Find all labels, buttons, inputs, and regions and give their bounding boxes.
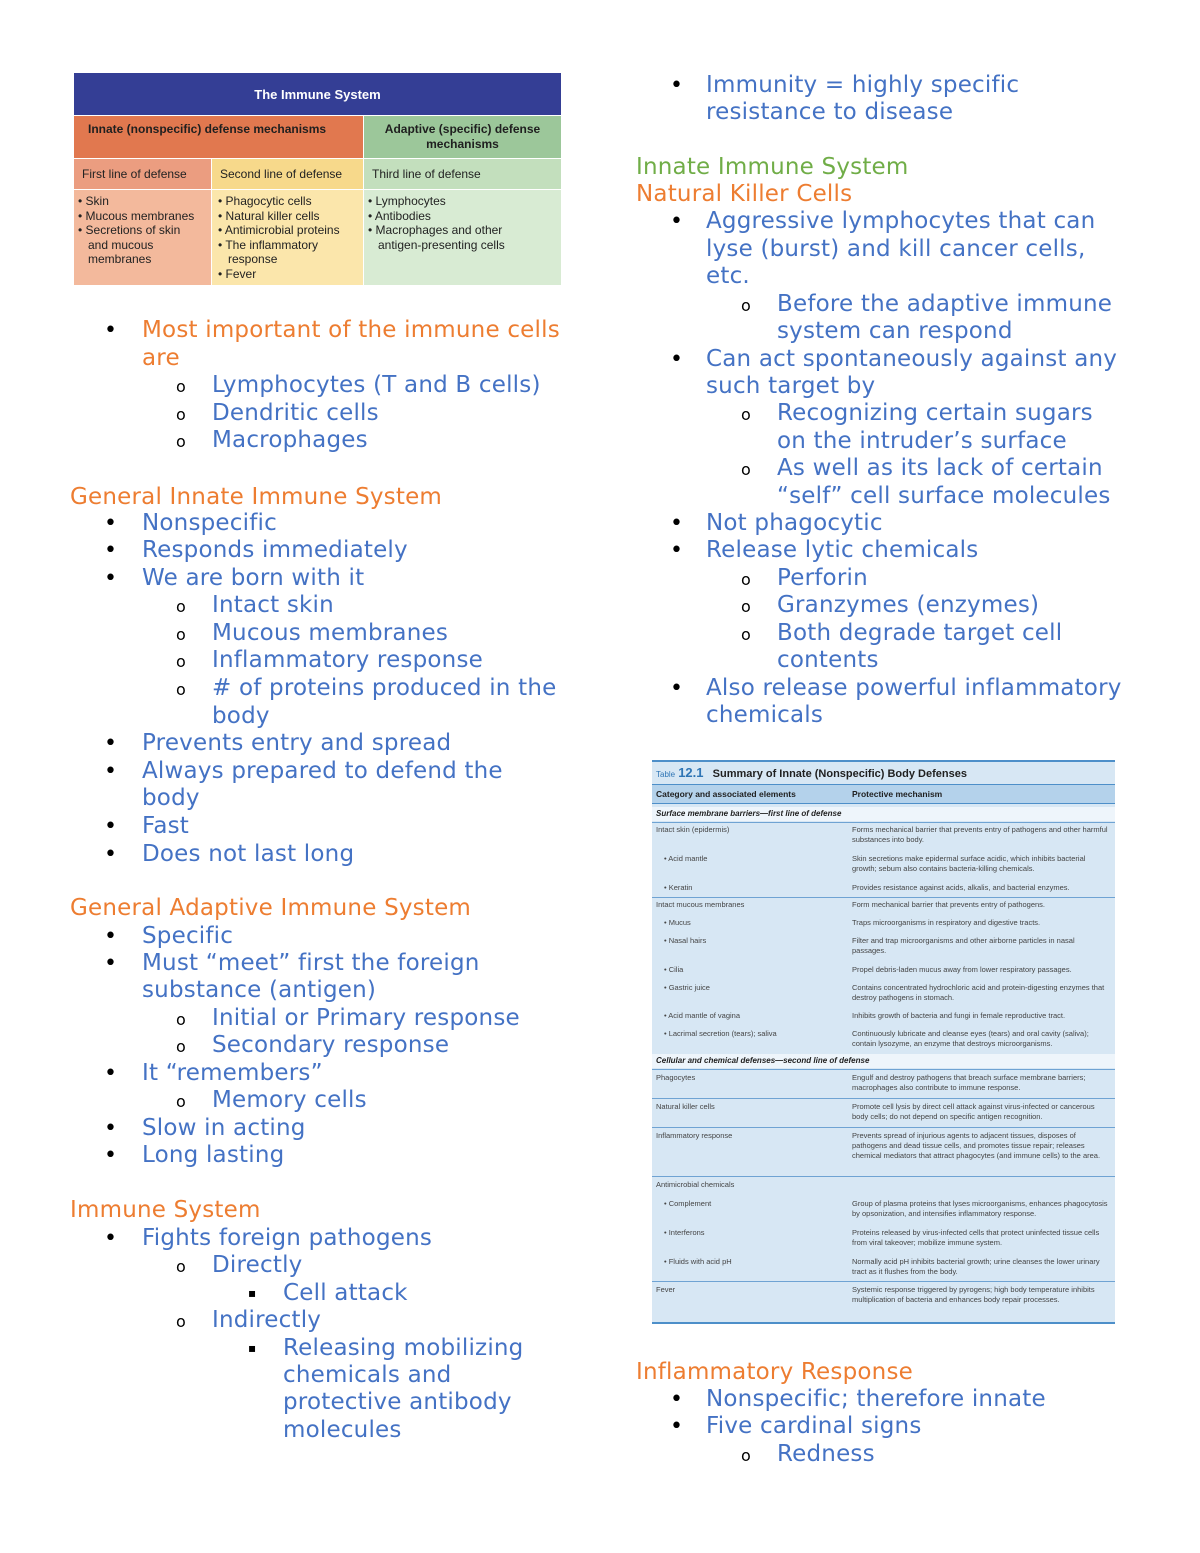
table-cell-category: • Acid mantle of vagina — [664, 1011, 741, 1020]
table-cell-category: Fever — [656, 1285, 676, 1294]
table-cell-mechanism: Filter and trap microorganisms and other airborne particles in nasal passages. — [852, 936, 1075, 955]
list-item: Secondary response — [212, 1032, 450, 1058]
bullet-marker — [104, 1060, 117, 1088]
bullet-marker — [176, 1253, 186, 1281]
bullet-marker — [248, 1335, 256, 1363]
innate-header: Innate (nonspecific) defense mechanisms — [74, 116, 363, 158]
table-cell-category: • Mucus — [664, 918, 691, 927]
table-cell-category: • Fluids with acid pH — [664, 1257, 732, 1266]
bullet-marker — [104, 537, 117, 565]
bullet-marker — [176, 1088, 186, 1116]
bullet-marker — [104, 1115, 117, 1143]
table-cell-mechanism: Normally acid pH inhibits bacterial growth; urine cleanses the lower urinary tract as it flushes from the body. — [852, 1257, 1100, 1276]
table-title — [656, 766, 967, 782]
list-item: Nonspecific; therefore innate — [706, 1386, 1046, 1412]
list-item: Granzymes (enzymes) — [777, 592, 1040, 618]
bullet-marker — [176, 1308, 186, 1336]
list-item: chemicals and — [283, 1362, 452, 1388]
bullet-marker — [670, 510, 683, 538]
table-cell-category: • Lacrimal secretion (tears); saliva — [664, 1029, 777, 1038]
table-number: 12.1 — [678, 765, 704, 780]
bullet-marker — [104, 950, 117, 978]
list-item: Immunity = highly specific — [706, 72, 1020, 98]
table-cell-category: Antimicrobial chemicals — [656, 1180, 735, 1189]
immune-system-table — [74, 73, 561, 285]
bullet-marker — [670, 346, 683, 374]
section-heading: General Innate Immune System — [70, 484, 443, 510]
list-item: Release lytic chemicals — [706, 537, 979, 563]
table-cell-category: Natural killer cells — [656, 1102, 715, 1111]
bullet-marker — [670, 208, 683, 236]
bullet-marker — [176, 1033, 186, 1061]
section-heading: Immune System — [70, 1197, 261, 1223]
list-item: As well as its lack of certain — [777, 455, 1103, 481]
bullet-marker — [104, 923, 117, 951]
second-line-item: • Phagocytic cells — [218, 194, 312, 208]
bullet-marker — [176, 648, 186, 676]
list-item: Fast — [142, 813, 190, 839]
second-line-item: • Antimicrobial proteins — [218, 223, 340, 237]
list-item: Lymphocytes (T and B cells) — [212, 372, 541, 398]
list-item: Mucous membranes — [212, 620, 449, 646]
bullet-marker — [670, 537, 683, 565]
table-cell-category: • Gastric juice — [664, 983, 710, 992]
table-cell-mechanism: Promote cell lysis by direct cell attack against virus-infected or cancerous body cells; do not depend on specific antigen recognition. — [852, 1102, 1095, 1121]
first-line-header: First line of defense — [74, 159, 211, 189]
list-item: Before the adaptive immune — [777, 291, 1113, 317]
list-item: body — [212, 703, 270, 729]
list-item: such target by — [706, 373, 876, 399]
list-item: on the intruder’s surface — [777, 428, 1067, 454]
list-item: Does not last long — [142, 841, 355, 867]
second-line-items — [212, 190, 363, 285]
list-item: Initial or Primary response — [212, 1005, 520, 1031]
table-header-row — [652, 784, 1115, 804]
list-item: Also release powerful inflammatory — [706, 675, 1122, 701]
list-item: Cell attack — [283, 1280, 408, 1306]
first-line-item: membranes — [78, 252, 152, 266]
list-item: are — [142, 345, 180, 371]
bullet-marker — [104, 730, 117, 758]
section-heading: Natural Killer Cells — [636, 181, 853, 207]
table-cell-category: Inflammatory response — [656, 1131, 733, 1140]
table-cell-mechanism: Engulf and destroy pathogens that breach surface membrane barriers; macrophages also contribute to immune response. — [852, 1073, 1086, 1092]
third-line-item: • Lymphocytes — [368, 194, 446, 208]
table-cell-mechanism: Contains concentrated hydrochloric acid and protein-digesting enzymes that destroy pathogens in stomach. — [852, 983, 1105, 1002]
table-cell-category: • Nasal hairs — [664, 936, 707, 945]
section-row: Surface membrane barriers—first line of defense — [652, 807, 1115, 821]
third-line-items — [364, 190, 561, 285]
list-item: lyse (burst) and kill cancer cells, — [706, 236, 1086, 262]
list-item: Not phagocytic — [706, 510, 883, 536]
list-item: Macrophages — [212, 427, 368, 453]
list-item: Most important of the immune cells — [142, 317, 560, 343]
table-cell-mechanism: Systemic response triggered by pyrogens; high body temperature inhibits multiplication of bacteria and enhances body repair processes. — [852, 1285, 1095, 1304]
second-line-item: • The inflammatory — [218, 237, 319, 252]
list-item: Always prepared to defend the — [142, 758, 503, 784]
bullet-marker — [670, 1386, 683, 1414]
bullet-marker — [176, 676, 186, 704]
list-item: system can respond — [777, 318, 1013, 344]
list-item: We are born with it — [142, 565, 365, 591]
bullet-marker — [104, 1142, 117, 1170]
bullet-marker — [104, 317, 117, 345]
col-header-mechanism: Protective mechanism — [852, 789, 943, 799]
bullet-marker — [670, 72, 683, 100]
bullet-marker — [176, 428, 186, 456]
list-item: Recognizing certain sugars — [777, 400, 1093, 426]
second-line-item: response — [218, 252, 278, 266]
bullet-marker — [104, 565, 117, 593]
bullet-marker — [741, 401, 751, 429]
table-label: Table — [656, 770, 676, 779]
table-cell-category: Intact skin (epidermis) — [656, 825, 730, 834]
list-item: Slow in acting — [142, 1115, 306, 1141]
list-item: Prevents entry and spread — [142, 730, 452, 756]
list-item: substance (antigen) — [142, 977, 377, 1003]
bullet-marker — [741, 566, 751, 594]
table-cell-mechanism: Form mechanical barrier that prevents entry of pathogens. — [852, 900, 1046, 909]
section-heading: Innate Immune System — [636, 154, 909, 180]
list-item: Five cardinal signs — [706, 1413, 922, 1439]
list-item: Responds immediately — [142, 537, 408, 563]
bullet-marker — [176, 621, 186, 649]
bullet-marker — [248, 1280, 256, 1308]
bullet-marker — [670, 1413, 683, 1441]
third-line-item: • Macrophages and other — [368, 223, 503, 237]
bullet-marker — [741, 292, 751, 320]
adaptive-header: Adaptive (specific) defense mechanisms — [364, 116, 561, 158]
list-item: chemicals — [706, 702, 824, 728]
section-heading: General Adaptive Immune System — [70, 895, 472, 921]
list-item: Can act spontaneously against any — [706, 346, 1118, 372]
table-cell-mechanism: Skin secretions make epidermal surface acidic, which inhibits bacterial growth; sebum also contains bacteria-killing chemicals. — [852, 854, 1086, 873]
table-cell-mechanism: Group of plasma proteins that lyses microorganisms, enhances phagocytosis by opsonization, and intensifies inflammatory response. — [852, 1199, 1108, 1218]
table-cell-mechanism: Continuously lubricate and cleanse eyes (tears) and oral cavity (saliva); contain lysozyme, an enzyme that destroys microorganisms. — [852, 1029, 1089, 1048]
list-item: Redness — [777, 1441, 875, 1467]
table-cell-category: • Keratin — [664, 883, 693, 892]
bullet-marker — [670, 675, 683, 703]
third-line-header: Third line of defense — [364, 159, 561, 189]
first-line-item: • Skin — [78, 194, 109, 208]
list-item: molecules — [283, 1417, 402, 1443]
col-header-category: Category and associated elements — [656, 789, 796, 799]
list-item: Memory cells — [212, 1087, 367, 1113]
list-item: Indirectly — [212, 1307, 322, 1333]
list-item: Dendritic cells — [212, 400, 379, 426]
table-cell-category: • Interferons — [664, 1228, 705, 1237]
list-item: It “remembers” — [142, 1060, 323, 1086]
bullet-marker — [176, 593, 186, 621]
table-cell-mechanism: Proteins released by virus-infected cells that protect uninfected tissue cells from viral takeover; mobilize immune system. — [852, 1228, 1100, 1247]
bullet-marker — [104, 1225, 117, 1253]
bullet-marker — [104, 758, 117, 786]
list-item: etc. — [706, 263, 750, 289]
list-item: “self” cell surface molecules — [777, 483, 1111, 509]
table-cell-mechanism: Inhibits growth of bacteria and fungi in female reproductive tract. — [852, 1011, 1066, 1020]
bullet-marker — [741, 621, 751, 649]
table-cell-mechanism: Propel debris-laden mucus away from lower respiratory passages. — [852, 965, 1072, 974]
table-cell-category: Phagocytes — [656, 1073, 696, 1082]
list-item: Intact skin — [212, 592, 334, 618]
immune-table-title: The Immune System — [74, 73, 561, 115]
bullet-marker — [741, 1442, 751, 1470]
second-line-header: Second line of defense — [212, 159, 363, 189]
table-cell-mechanism: Provides resistance against acids, alkalis, and bacterial enzymes. — [852, 883, 1070, 892]
third-line-item: • Antibodies — [368, 208, 431, 223]
list-item: Long lasting — [142, 1142, 285, 1168]
list-item: resistance to disease — [706, 99, 954, 125]
list-item: Releasing mobilizing — [283, 1335, 524, 1361]
section-heading: Inflammatory Response — [636, 1359, 913, 1385]
table-title-text: Summary of Innate (Nonspecific) Body Defenses — [712, 768, 967, 780]
list-item: Aggressive lymphocytes that can — [706, 208, 1096, 234]
first-line-item: • Secretions of skin — [78, 223, 181, 237]
list-item: Perforin — [777, 565, 868, 591]
list-item: Inflammatory response — [212, 647, 483, 673]
table-cell-category: Intact mucous membranes — [656, 900, 745, 909]
table-cell-mechanism: Prevents spread of injurious agents to adjacent tissues, disposes of pathogens and dead tissue cells, and promotes tissue repair; releases chemical mediators that attract phagocytes (and immune cells) to the area. — [852, 1131, 1101, 1160]
bullet-marker — [104, 813, 117, 841]
section-row: Cellular and chemical defenses—second line of defense — [652, 1054, 1115, 1068]
first-line-item: and mucous — [78, 237, 154, 252]
bullet-marker — [741, 456, 751, 484]
list-item: Nonspecific — [142, 510, 277, 536]
list-item: Fights foreign pathogens — [142, 1225, 433, 1251]
first-line-items — [74, 190, 211, 285]
table-cell-mechanism: Traps microorganisms in respiratory and digestive tracts. — [852, 918, 1041, 927]
list-item: Specific — [142, 923, 234, 949]
list-item: Must “meet” first the foreign — [142, 950, 480, 976]
table-cell-category: • Acid mantle — [664, 854, 708, 863]
list-item: # of proteins produced in the — [212, 675, 557, 701]
list-item: Directly — [212, 1252, 303, 1278]
list-item: body — [142, 785, 200, 811]
bullet-marker — [741, 593, 751, 621]
list-item: Both degrade target cell — [777, 620, 1063, 646]
bullet-marker — [176, 1006, 186, 1034]
bullet-marker — [104, 841, 117, 869]
table-cell-mechanism: Forms mechanical barrier that prevents entry of pathogens and other harmful substances into body. — [852, 825, 1108, 844]
third-line-item: antigen-presenting cells — [368, 237, 505, 252]
list-item: contents — [777, 647, 879, 673]
table-cell-category: • Complement — [664, 1199, 712, 1208]
innate-defenses-table — [652, 760, 1115, 1324]
table-cell-category: • Cilia — [664, 965, 684, 974]
second-line-item: • Fever — [218, 266, 257, 281]
bullet-marker — [176, 401, 186, 429]
second-line-item: • Natural killer cells — [218, 208, 320, 223]
bullet-marker — [176, 373, 186, 401]
list-item: protective antibody — [283, 1389, 512, 1415]
first-line-item: • Mucous membranes — [78, 208, 195, 223]
bullet-marker — [104, 510, 117, 538]
